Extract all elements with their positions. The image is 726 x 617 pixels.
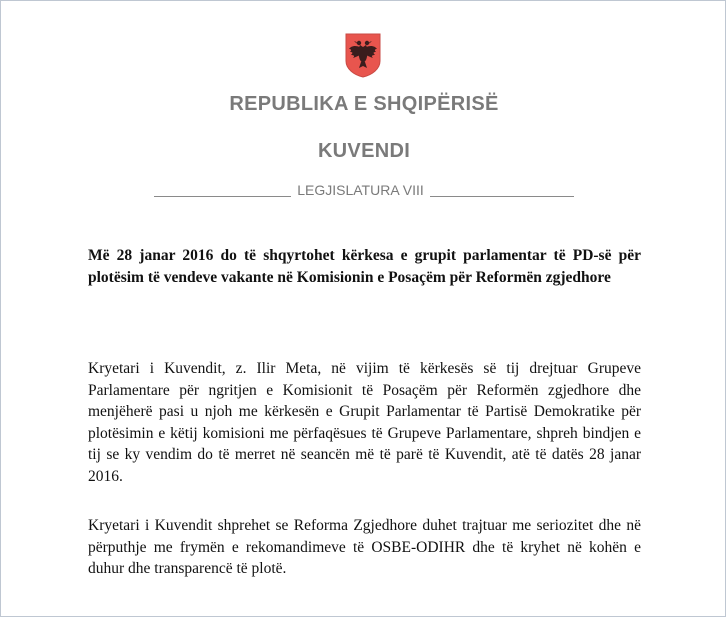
divider-left	[154, 196, 291, 197]
article-paragraph-2: Kryetari i Kuvendit shprehet se Reforma Zgjedhore duhet trajtuar me seriozitet dhe në përputhje me frymën e rekomandimeve të OSBE-ODIHR dhe të kryhet në kohën e duhur dhe transparencë të plotë.	[88, 517, 641, 577]
legislature-line	[1, 182, 726, 198]
divider-right	[430, 196, 574, 197]
article-paragraph-1: Kryetari i Kuvendit, z. Ilir Meta, në vijim të kërkesës së tij drejtuar Grupeve Parlamentare për ngritjen e Komisionit të Posaçëm për Reformën zgjedhore dhe menjëherë pasi u njoh me kërkesën e Grupit Parlamentar të Partisë Demokratike për plotësimin e këtij komisioni me përfaqësues të Grupeve Parlamentare, shpreh bindjen e tij se ky vendim do të merret në seancën më të parë të Kuvendit, atë të datës 28 janar 2016.	[88, 360, 641, 485]
albanian-eagle-emblem-icon	[343, 31, 383, 79]
legislature-label: LEGJISLATURA VIII	[297, 182, 424, 198]
emblem-shield-svg	[343, 31, 383, 79]
article-headline: Më 28 janar 2016 do të shqyrtohet kërkesa e grupit parlamentar të PD-së për plotësim të vendeve vakante në Komisionin e Posaçëm për Reformën zgjedhore	[88, 247, 641, 286]
country-title: REPUBLIKA E SHQIPËRISË	[229, 93, 499, 115]
institution-title: KUVENDI	[317, 140, 411, 162]
